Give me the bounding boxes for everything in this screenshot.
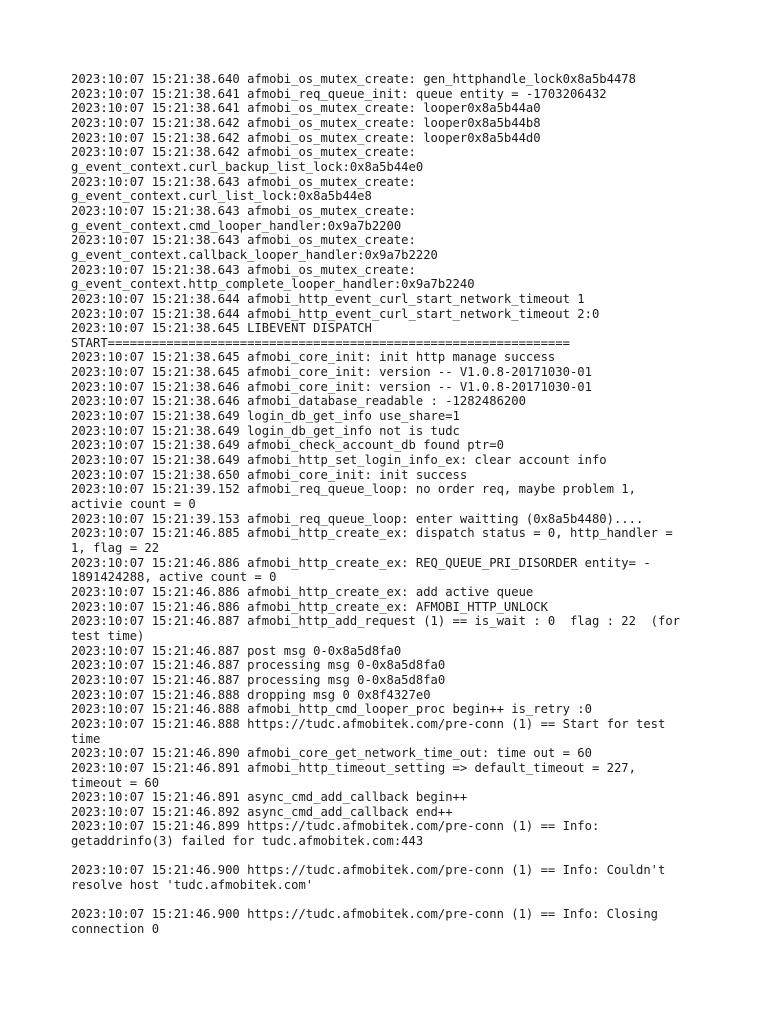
log-line: 2023:10:07 15:21:38.641 afmobi_req_queue_init: queue entity = -1703206432: [71, 86, 607, 101]
log-line: 2023:10:07 15:21:46.900 https://tudc.afmobitek.com/pre-conn (1) == Info: Closing connection 0: [71, 907, 658, 937]
log-line: 2023:10:07 15:21:46.899 https://tudc.afmobitek.com/pre-conn (1) == Info: getaddrinfo(3) failed for tudc.afmobitek.com:443: [71, 819, 600, 849]
log-line: 2023:10:07 15:21:38.643 afmobi_os_mutex_create: g_event_context.curl_list_lock:0x8a5b44e8: [71, 174, 416, 204]
log-line: 2023:10:07 15:21:46.890 afmobi_core_get_network_time_out: time out = 60: [71, 746, 592, 761]
log-line: 2023:10:07 15:21:38.646 afmobi_database_readable : -1282486200: [71, 394, 526, 409]
log-line: 2023:10:07 15:21:46.886 afmobi_http_create_ex: REQ_QUEUE_PRI_DISORDER entity= - 1891424288, active count = 0: [71, 555, 651, 585]
log-line: 2023:10:07 15:21:38.649 afmobi_check_account_db found ptr=0: [71, 438, 504, 453]
log-line: 2023:10:07 15:21:38.643 afmobi_os_mutex_create: g_event_context.cmd_looper_handler:0x9a7b2200: [71, 203, 416, 233]
log-line: 2023:10:07 15:21:38.649 afmobi_http_set_login_info_ex: clear account info: [71, 453, 607, 468]
log-line: 2023:10:07 15:21:38.643 afmobi_os_mutex_create: g_event_context.callback_looper_handler:0x9a7b2220: [71, 233, 438, 262]
log-line: 2023:10:07 15:21:46.886 afmobi_http_create_ex: AFMOBI_HTTP_UNLOCK: [71, 599, 548, 614]
log-line: 2023:10:07 15:21:38.642 afmobi_os_mutex_create: g_event_context.curl_backup_list_lock:0x8a5b44e0: [71, 145, 424, 174]
log-line: 2023:10:07 15:21:46.887 processing msg 0-0x8a5d8fa0: [71, 658, 446, 673]
blank-line: [71, 893, 701, 908]
log-line: 2023:10:07 15:21:46.887 afmobi_http_add_request (1) == is_wait : 0 flag : 22 (for test time): [71, 614, 681, 643]
log-line: 2023:10:07 15:21:46.900 https://tudc.afmobitek.com/pre-conn (1) == Info: Couldn't resolve host 'tudc.afmobitek.com': [71, 863, 666, 893]
log-line: 2023:10:07 15:21:39.152 afmobi_req_queue_loop: no order req, maybe problem 1, activie count = 0: [71, 482, 636, 512]
log-line: 2023:10:07 15:21:38.649 login_db_get_info use_share=1: [71, 409, 460, 424]
log-line: 2023:10:07 15:21:38.641 afmobi_os_mutex_create: looper0x8a5b44a0: [71, 101, 541, 116]
log-line: 2023:10:07 15:21:38.645 afmobi_core_init: version -- V1.0.8-20171030-01: [71, 365, 592, 380]
log-line: 2023:10:07 15:21:46.891 async_cmd_add_callback begin++: [71, 790, 468, 805]
blank-line: [71, 849, 701, 864]
log-line: 2023:10:07 15:21:46.888 dropping msg 0 0x8f4327e0: [71, 687, 431, 702]
log-line: 2023:10:07 15:21:46.888 afmobi_http_cmd_looper_proc begin++ is_retry :0: [71, 702, 592, 717]
log-line: 2023:10:07 15:21:38.644 afmobi_http_event_curl_start_network_timeout 1: [71, 291, 585, 306]
log-line: 2023:10:07 15:21:38.645 LIBEVENT DISPATCH START===============================================================: [71, 321, 570, 350]
log-line: 2023:10:07 15:21:39.153 afmobi_req_queue_loop: enter waitting (0x8a5b4480)....: [71, 511, 644, 526]
log-line: 2023:10:07 15:21:46.892 async_cmd_add_callback end++: [71, 804, 453, 819]
log-line: 2023:10:07 15:21:38.650 afmobi_core_init: init success: [71, 467, 468, 482]
log-line: 2023:10:07 15:21:38.644 afmobi_http_event_curl_start_network_timeout 2:0: [71, 306, 600, 321]
log-line: 2023:10:07 15:21:46.886 afmobi_http_create_ex: add active queue: [71, 584, 534, 599]
log-line: 2023:10:07 15:21:38.645 afmobi_core_init: init http manage success: [71, 350, 556, 365]
log-line: 2023:10:07 15:21:38.649 login_db_get_info not is tudc: [71, 423, 460, 438]
log-line: 2023:10:07 15:21:46.885 afmobi_http_create_ex: dispatch status = 0, http_handler = 1, flag = 22: [71, 526, 673, 555]
log-line: 2023:10:07 15:21:46.891 afmobi_http_timeout_setting => default_timeout = 227, timeout = 60: [71, 760, 636, 790]
log-line: 2023:10:07 15:21:38.643 afmobi_os_mutex_create: g_event_context.http_complete_looper_handler:0x9a7b2240: [71, 262, 475, 292]
log-line: 2023:10:07 15:21:38.646 afmobi_core_init: version -- V1.0.8-20171030-01: [71, 379, 592, 394]
log-line: 2023:10:07 15:21:46.887 post msg 0-0x8a5d8fa0: [71, 643, 402, 658]
log-document: [71, 72, 701, 937]
log-line: 2023:10:07 15:21:38.640 afmobi_os_mutex_create: gen_httphandle_lock0x8a5b4478: [71, 72, 636, 86]
log-line: 2023:10:07 15:21:38.642 afmobi_os_mutex_create: looper0x8a5b44d0: [71, 130, 541, 145]
log-line: 2023:10:07 15:21:46.887 processing msg 0-0x8a5d8fa0: [71, 672, 446, 687]
log-line: 2023:10:07 15:21:46.888 https://tudc.afmobitek.com/pre-conn (1) == Start for test time: [71, 716, 666, 746]
log-line: 2023:10:07 15:21:38.642 afmobi_os_mutex_create: looper0x8a5b44b8: [71, 115, 541, 130]
